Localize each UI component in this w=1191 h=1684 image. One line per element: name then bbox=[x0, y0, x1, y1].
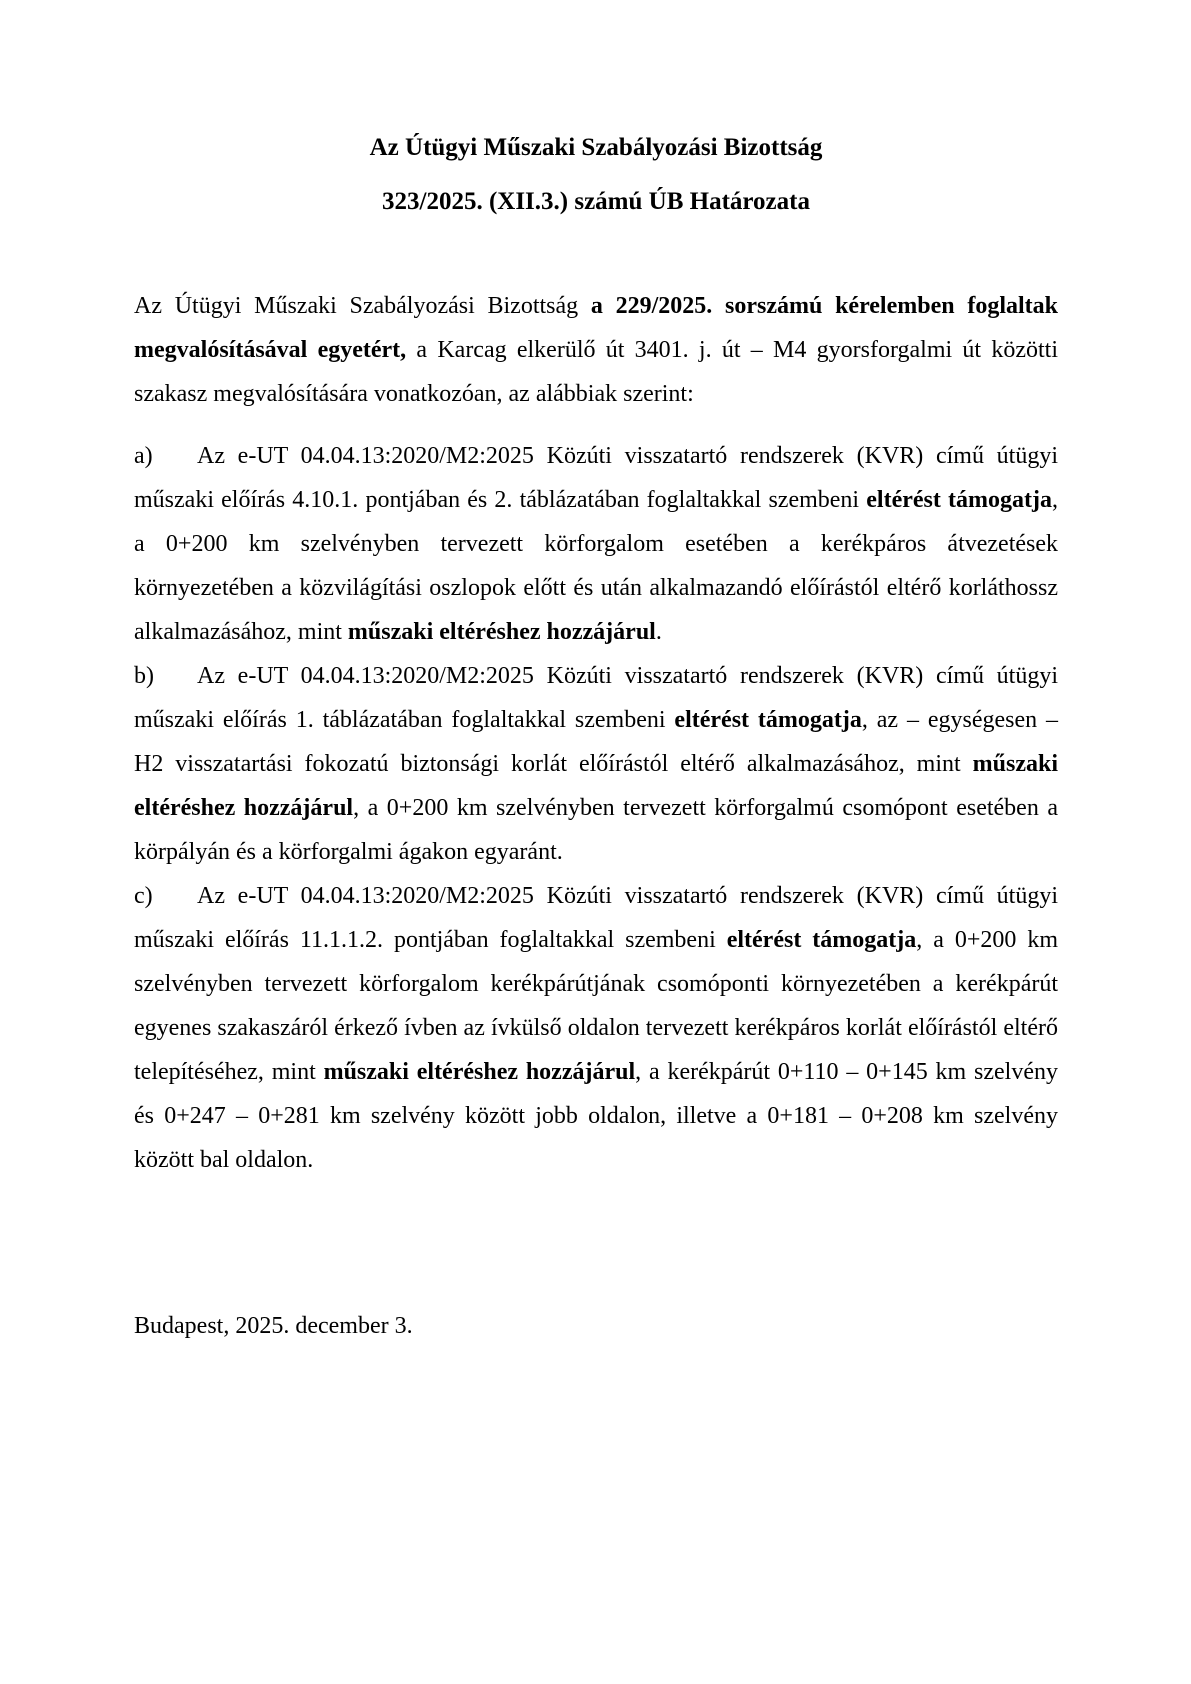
point-c-paragraph bbox=[134, 874, 1058, 1182]
intro-paragraph bbox=[134, 284, 1058, 416]
point-c-label: c) bbox=[134, 883, 153, 909]
doc-title-line-2: 323/2025. (XII.3.) számú ÚB Határozata bbox=[382, 188, 810, 215]
intro-paragraph-text: Az Útügyi Műszaki Szabályozási Bizottság a 229/2025. sorszámú kérelemben foglaltak megvalósításával egyetért, a Karcag elkerülő út 3401. j. út – M4 gyorsforgalmi út közötti szakasz megvalósítására vonatkozóan, az alábbiak szerint: bbox=[134, 293, 1058, 407]
point-b-label: b) bbox=[134, 663, 154, 689]
point-a-label: a) bbox=[134, 443, 153, 469]
point-b-text: Az e-UT 04.04.13:2020/M2:2025 Közúti visszatartó rendszerek (KVR) című útügyi műszaki előírás 1. táblázatában foglaltakkal szembeni eltérést támogatja, az – egységesen – H2 visszatartási fokozatú biztonsági korlát előírástól eltérő alkalmazásához, mint műszaki eltéréshez hozzájárul, a 0+200 km szelvényben tervezett körforgalmú csomópont esetében a körpályán és a körforgalmi ágakon egyaránt. bbox=[134, 663, 1058, 865]
document-title bbox=[134, 126, 1058, 224]
point-b-paragraph bbox=[134, 654, 1058, 874]
point-a-text: Az e-UT 04.04.13:2020/M2:2025 Közúti visszatartó rendszerek (KVR) című útügyi műszaki előírás 4.10.1. pontjában és 2. táblázatában foglaltakkal szembeni eltérést támogatja, a 0+200 km szelvényben tervezett körforgalom esetében a kerékpáros átvezetések környezetében a közvilágítási oszlopok előtt és után alkalmazandó előírástól eltérő korláthossz alkalmazásához, mint műszaki eltéréshez hozzájárul. bbox=[134, 443, 1058, 645]
doc-title-line-1: Az Útügyi Műszaki Szabályozási Bizottság bbox=[369, 134, 823, 161]
point-a-paragraph bbox=[134, 434, 1058, 654]
date-line: Budapest, 2025. december 3. bbox=[134, 1313, 413, 1339]
point-c-text: Az e-UT 04.04.13:2020/M2:2025 Közúti visszatartó rendszerek (KVR) című útügyi műszaki előírás 11.1.1.2. pontjában foglaltakkal szembeni eltérést támogatja, a 0+200 km szelvényben tervezett körforgalom kerékpárútjának csomóponti környezetében a kerékpárút egyenes szakaszáról érkező ívben az ívkülső oldalon tervezett kerékpáros korlát előírástól eltérő telepítéséhez, mint műszaki eltéréshez hozzájárul, a kerékpárút 0+110 – 0+145 km szelvény és 0+247 – 0+281 km szelvény között jobb oldalon, illetve a 0+181 – 0+208 km szelvény között bal oldalon. bbox=[134, 883, 1058, 1173]
document-body bbox=[134, 284, 1058, 1182]
